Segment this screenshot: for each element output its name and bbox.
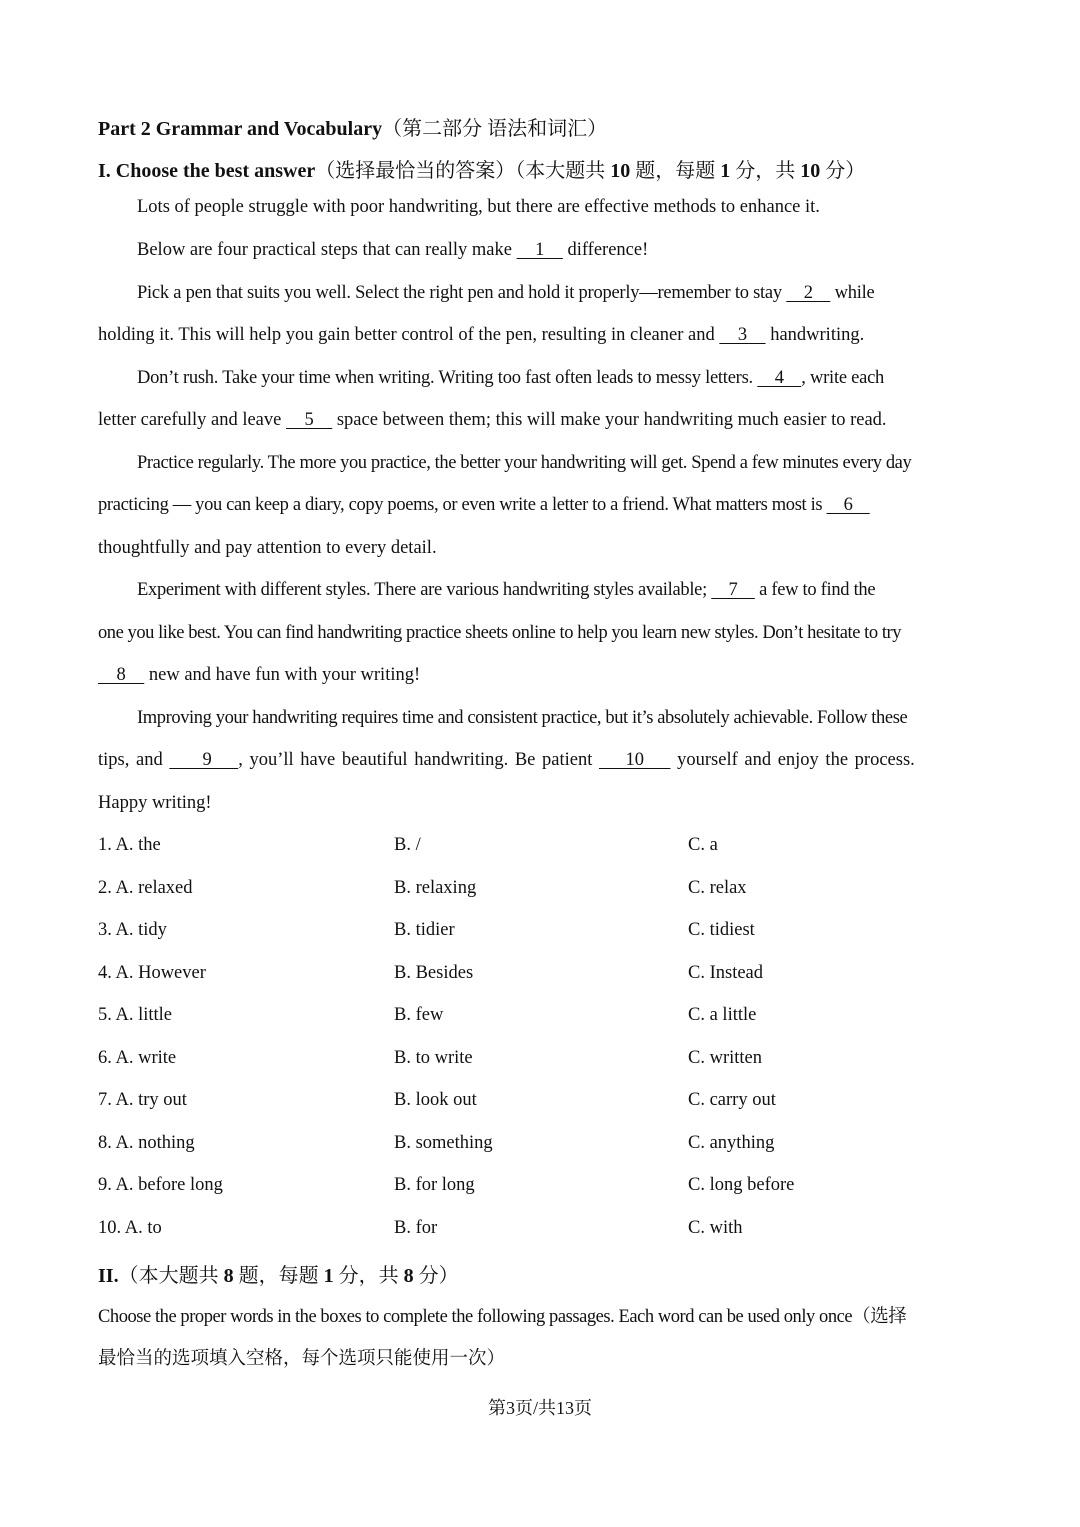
- option-a[interactable]: 6. A. write: [98, 1048, 177, 1068]
- option-a[interactable]: 3. A. tidy: [98, 920, 167, 940]
- passage-text: Below are four practical steps that can really make: [137, 240, 517, 260]
- part-heading: [98, 112, 607, 141]
- passage-line: [137, 240, 648, 261]
- section-2-heading: [98, 1259, 459, 1288]
- blank-5[interactable]: 5: [285, 410, 333, 430]
- option-b[interactable]: B. for long: [394, 1175, 475, 1195]
- section-2-points-each: 1: [323, 1265, 334, 1287]
- option-c[interactable]: C. written: [688, 1048, 762, 1068]
- section-2-cn: 题，每题: [233, 1265, 324, 1287]
- blank-3[interactable]: 3: [719, 325, 766, 345]
- option-b[interactable]: B. tidier: [394, 920, 455, 940]
- passage-line: [137, 283, 875, 304]
- passage-line: [98, 665, 420, 686]
- option-b[interactable]: B. Besides: [394, 963, 474, 983]
- section-2-title: II.: [98, 1265, 119, 1287]
- option-a[interactable]: 4. A. However: [98, 963, 206, 983]
- section-2-cn: 分）: [413, 1265, 459, 1287]
- section-1-cn: 分，共: [730, 160, 801, 182]
- option-b[interactable]: B. for: [394, 1218, 438, 1238]
- passage-text: difference!: [562, 240, 649, 260]
- passage-line: [137, 580, 875, 601]
- passage-text: a few to find the: [754, 580, 876, 600]
- passage-line: [137, 368, 884, 389]
- option-b[interactable]: B. to write: [394, 1048, 473, 1068]
- option-b[interactable]: B. few: [394, 1005, 444, 1025]
- blank-9[interactable]: 9: [169, 750, 239, 770]
- passage-line: [98, 410, 887, 431]
- blank-8[interactable]: 8: [98, 665, 145, 685]
- option-a[interactable]: 2. A. relaxed: [98, 878, 193, 898]
- section-2-cn: （本大题共: [118, 1265, 224, 1287]
- passage-text: new and have fun with your writing!: [144, 665, 421, 685]
- passage-line: Practice regularly. The more you practice, the better your handwriting will get. Spend a few minutes every day: [137, 453, 912, 473]
- passage-text: holding it. This will help you gain better control of the pen, resulting in cleaner and: [98, 325, 720, 345]
- option-c[interactable]: C. carry out: [688, 1090, 776, 1110]
- option-c[interactable]: C. a little: [688, 1005, 757, 1025]
- passage-text: yourself and enjoy the process.: [670, 750, 915, 770]
- section-1-points-each: 1: [720, 160, 731, 182]
- passage-text: space between them; this will make your handwriting much easier to read.: [332, 410, 887, 430]
- part-heading-title: Part 2 Grammar and Vocabulary: [98, 118, 383, 140]
- option-a[interactable]: 10. A. to: [98, 1218, 162, 1238]
- page-number: 第3页/共13页: [487, 1398, 592, 1418]
- option-a[interactable]: 1. A. the: [98, 835, 161, 855]
- option-a[interactable]: 5. A. little: [98, 1005, 172, 1025]
- option-c[interactable]: C. Instead: [688, 963, 764, 983]
- option-c[interactable]: C. a: [688, 835, 718, 855]
- passage-line: [98, 325, 864, 346]
- section-2-instruction: Choose the proper words in the boxes to complete the following passages. Each word can be used only once（选择: [98, 1307, 907, 1327]
- passage-text: letter carefully and leave: [98, 410, 286, 430]
- passage-text: handwriting.: [765, 325, 865, 345]
- passage-text: practicing — you can keep a diary, copy poems, or even write a letter to a friend. What matters most is: [98, 495, 827, 515]
- section-1-cn: （选择最恰当的答案）（本大题共: [315, 160, 611, 182]
- part-heading-cn: （第二部分 语法和词汇）: [382, 118, 608, 140]
- option-b[interactable]: B. look out: [394, 1090, 477, 1110]
- passage-text: , you’ll have beautiful handwriting. Be patient: [238, 750, 599, 770]
- section-2-count: 8: [223, 1265, 234, 1287]
- option-c[interactable]: C. relax: [688, 878, 747, 898]
- passage-text: Experiment with different styles. There are various handwriting styles available;: [137, 580, 712, 600]
- section-1-count: 10: [610, 160, 631, 182]
- option-b[interactable]: B. /: [394, 835, 421, 855]
- blank-2[interactable]: 2: [786, 283, 831, 303]
- blank-1[interactable]: 1: [516, 240, 563, 260]
- option-b[interactable]: B. relaxing: [394, 878, 477, 898]
- passage-line: Happy writing!: [98, 793, 212, 813]
- passage-text: Don’t rush. Take your time when writing. Writing too fast often leads to messy letters.: [137, 368, 758, 388]
- blank-4[interactable]: 4: [757, 368, 802, 388]
- passage-text: while: [830, 283, 875, 303]
- option-c[interactable]: C. long before: [688, 1175, 795, 1195]
- section-2-instruction: 最恰当的选项填入空格，每个选项只能使用一次）: [98, 1349, 506, 1369]
- passage-line: Improving your handwriting requires time and consistent practice, but it’s absolutely achievable. Follow these: [137, 708, 908, 728]
- option-c[interactable]: C. with: [688, 1218, 743, 1238]
- section-2-total: 8: [403, 1265, 414, 1287]
- passage-line: [98, 495, 870, 516]
- section-1-title: I. Choose the best answer: [98, 160, 316, 182]
- option-c[interactable]: C. anything: [688, 1133, 775, 1153]
- blank-7[interactable]: 7: [711, 580, 755, 600]
- option-a[interactable]: 7. A. try out: [98, 1090, 187, 1110]
- section-1-total: 10: [800, 160, 821, 182]
- section-1-heading: [98, 154, 865, 183]
- section-2-cn: 分，共: [333, 1265, 404, 1287]
- passage-line: [98, 750, 915, 771]
- option-a[interactable]: 8. A. nothing: [98, 1133, 195, 1153]
- option-b[interactable]: B. something: [394, 1133, 493, 1153]
- section-1-cn: 分）: [820, 160, 866, 182]
- blank-10[interactable]: 10: [599, 750, 671, 770]
- passage-line: thoughtfully and pay attention to every detail.: [98, 538, 437, 558]
- blank-6[interactable]: 6: [826, 495, 870, 515]
- passage-text: , write each: [801, 368, 885, 388]
- option-a[interactable]: 9. A. before long: [98, 1175, 223, 1195]
- passage-text: Pick a pen that suits you well. Select the right pen and hold it properly—remember to stay: [137, 283, 787, 303]
- option-c[interactable]: C. tidiest: [688, 920, 755, 940]
- passage-line: one you like best. You can find handwriting practice sheets online to help you learn new styles. Don’t hesitate to try: [98, 623, 902, 643]
- passage-line: Lots of people struggle with poor handwriting, but there are effective methods to enhance it.: [137, 197, 820, 217]
- passage-text: tips, and: [98, 750, 170, 770]
- section-1-cn: 题，每题: [630, 160, 721, 182]
